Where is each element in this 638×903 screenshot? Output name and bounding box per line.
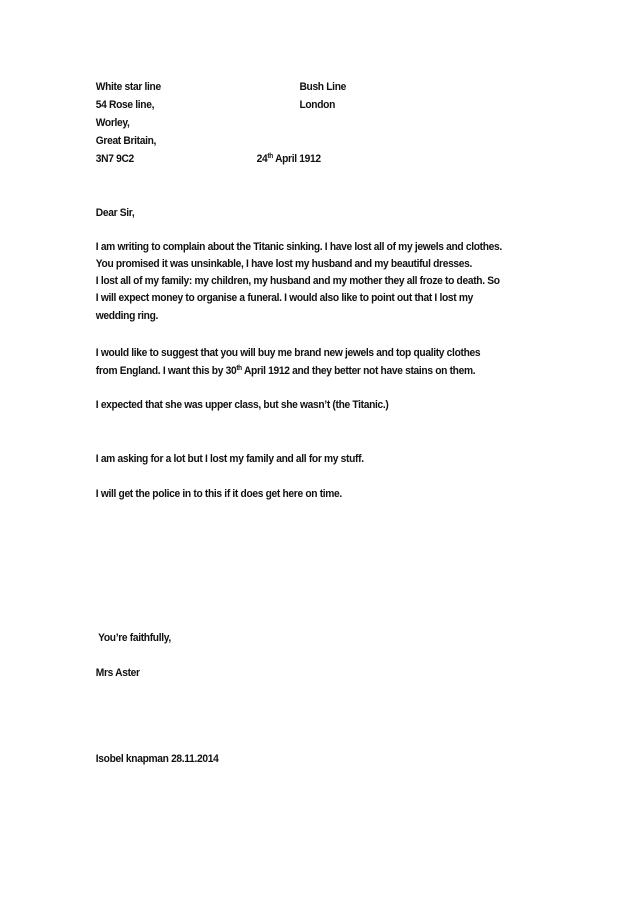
salutation: Dear Sir,	[95, 207, 135, 219]
sender-address-line-4: Great Britain,	[95, 135, 157, 147]
paragraph-2-text-before: from England. I want this by 30	[95, 365, 237, 377]
closing: You’re faithfully,	[95, 632, 171, 644]
paragraph-2-line-1: I would like to suggest that you will buy me brand new jewels and top quality clothes	[95, 347, 481, 359]
paragraph-1-line-5: wedding ring.	[95, 310, 159, 322]
paragraph-2-date-suffix: th	[236, 365, 242, 372]
sender-address-line-3: Worley,	[95, 117, 130, 129]
date-day: 24	[256, 153, 268, 165]
author-line: Isobel knapman 28.11.2014	[95, 753, 219, 765]
paragraph-1-line-4: I will expect money to organise a funeral. I would also like to point out that I lost my	[95, 292, 474, 304]
paragraph-2-line-2	[96, 364, 475, 378]
paragraph-1-line-3: I lost all of my family: my children, my husband and my mother they all froze to death. So	[95, 275, 500, 287]
paragraph-5: I will get the police in to this if it does get here on time.	[95, 488, 342, 500]
date-rest: April 1912	[272, 153, 321, 165]
recipient-address-line-1: Bush Line	[299, 81, 346, 93]
date-suffix: th	[267, 153, 273, 160]
paragraph-3: I expected that she was upper class, but she wasn’t (the Titanic.)	[95, 399, 389, 411]
signature: Mrs Aster	[95, 667, 140, 679]
sender-address-line-5: 3N7 9C2	[95, 153, 134, 165]
paragraph-2-text-after: April 1912 and they better not have stains on them.	[241, 365, 476, 377]
recipient-address-line-2: London	[299, 99, 336, 111]
paragraph-1-line-2: You promised it was unsinkable, I have lost my husband and my beautiful dresses.	[95, 258, 473, 270]
letter-date	[257, 152, 321, 166]
paragraph-4: I am asking for a lot but I lost my family and all for my stuff.	[95, 453, 364, 465]
sender-address-line-2: 54 Rose line,	[95, 99, 155, 111]
paragraph-1-line-1: I am writing to complain about the Titanic sinking. I have lost all of my jewels and clothes.	[95, 241, 502, 253]
sender-address-line-1: White star line	[95, 81, 161, 93]
